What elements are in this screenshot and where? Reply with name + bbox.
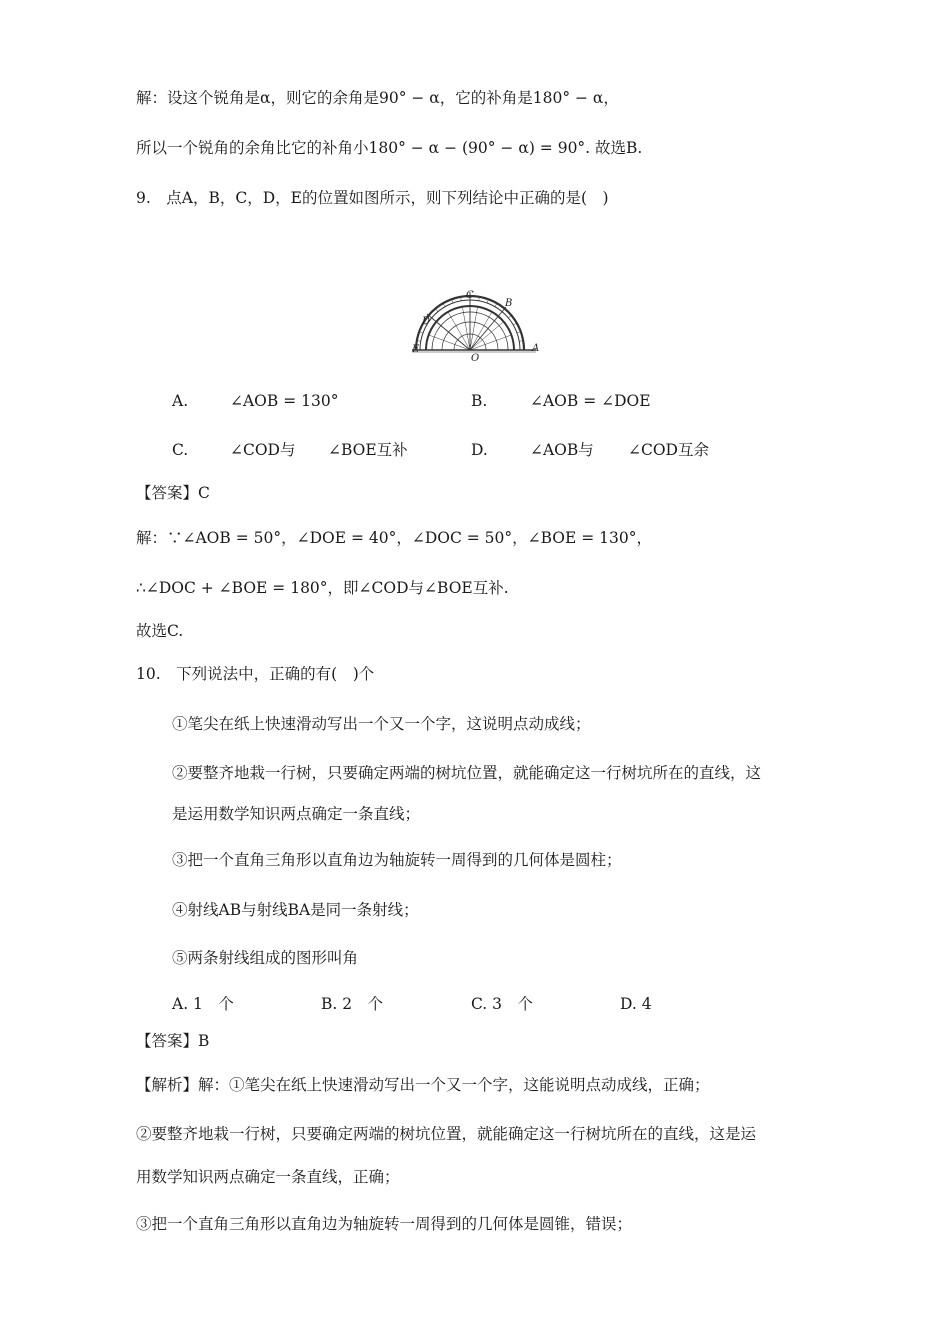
answer-10: 【答案】B (136, 1032, 210, 1050)
option-d: D. 4 (620, 995, 652, 1013)
answer-9: 【答案】C (136, 484, 210, 502)
solution-line: 解：设这个锐角是α，则它的余角是90° − α，它的补角是180° − α， (136, 89, 619, 107)
analysis-line: ③把一个直角三角形以直角边为轴旋转一周得到的几何体是圆锥，错误； (136, 1215, 633, 1233)
question-10: 10. 下列说法中，正确的有( )个 (136, 665, 375, 683)
option-a: A. 1 个 (172, 995, 234, 1013)
label-O: O (471, 353, 480, 364)
solution-line: 所以一个锐角的余角比它的补角小180° − α − (90° − α) = 90°. 故选B. (136, 139, 643, 157)
statement-2-cont: 是运用数学知识两点确定一条直线； (172, 805, 421, 823)
option-c-text: ∠BOE互补 (328, 441, 408, 459)
option-b-text: ∠AOB = ∠DOE (530, 392, 651, 410)
protractor-figure (408, 288, 544, 364)
analysis-line: 用数学知识两点确定一条直线，正确； (136, 1168, 400, 1186)
statement-4: ④射线AB与射线BA是同一条射线； (172, 901, 419, 919)
analysis-line: 【解析】解：①笔尖在纸上快速滑动写出一个又一个字，这能说明点动成线，正确； (136, 1076, 710, 1094)
solution-line: ∴∠DOC + ∠BOE = 180°，即∠COD与∠BOE互补. (136, 579, 509, 597)
statement-1: ①笔尖在纸上快速滑动写出一个又一个字，这说明点动成线； (172, 715, 591, 733)
option-c: C. 3 个 (471, 995, 534, 1013)
option-b: B. 2 个 (321, 995, 384, 1013)
solution-line: 解：∵∠AOB = 50°，∠DOE = 40°，∠DOC = 50°，∠BOE = 130°， (136, 529, 653, 547)
statement-2: ②要整齐地栽一行树，只要确定两端的树坑位置，就能确定这一行树坑所在的直线，这 (172, 764, 762, 782)
option-d-letter: D. (471, 441, 488, 459)
option-b-letter: B. (471, 392, 488, 410)
question-9: 9. 点A，B，C，D，E的位置如图所示，则下列结论中正确的是( ) (136, 189, 609, 207)
label-D: D (422, 316, 431, 327)
label-B: B (505, 298, 513, 309)
option-a-text: ∠AOB = 130° (230, 392, 339, 410)
analysis-line: ②要整齐地栽一行树，只要确定两端的树坑位置，就能确定这一行树坑所在的直线，这是运 (136, 1125, 757, 1143)
option-a-letter: A. (172, 392, 189, 410)
label-A: A (532, 343, 540, 354)
solution-line: 故选C. (136, 622, 184, 640)
statement-3: ③把一个直角三角形以直角边为轴旋转一周得到的几何体是圆柱； (172, 851, 622, 869)
label-E: E (412, 344, 420, 355)
option-c-text: ∠COD与 (230, 441, 296, 459)
label-C: C (466, 290, 474, 301)
option-d-text: ∠COD互余 (628, 441, 709, 459)
option-c-letter: C. (172, 441, 189, 459)
statement-5: ⑤两条射线组成的图形叫角 (172, 949, 359, 967)
option-d-text: ∠AOB与 (530, 441, 594, 459)
